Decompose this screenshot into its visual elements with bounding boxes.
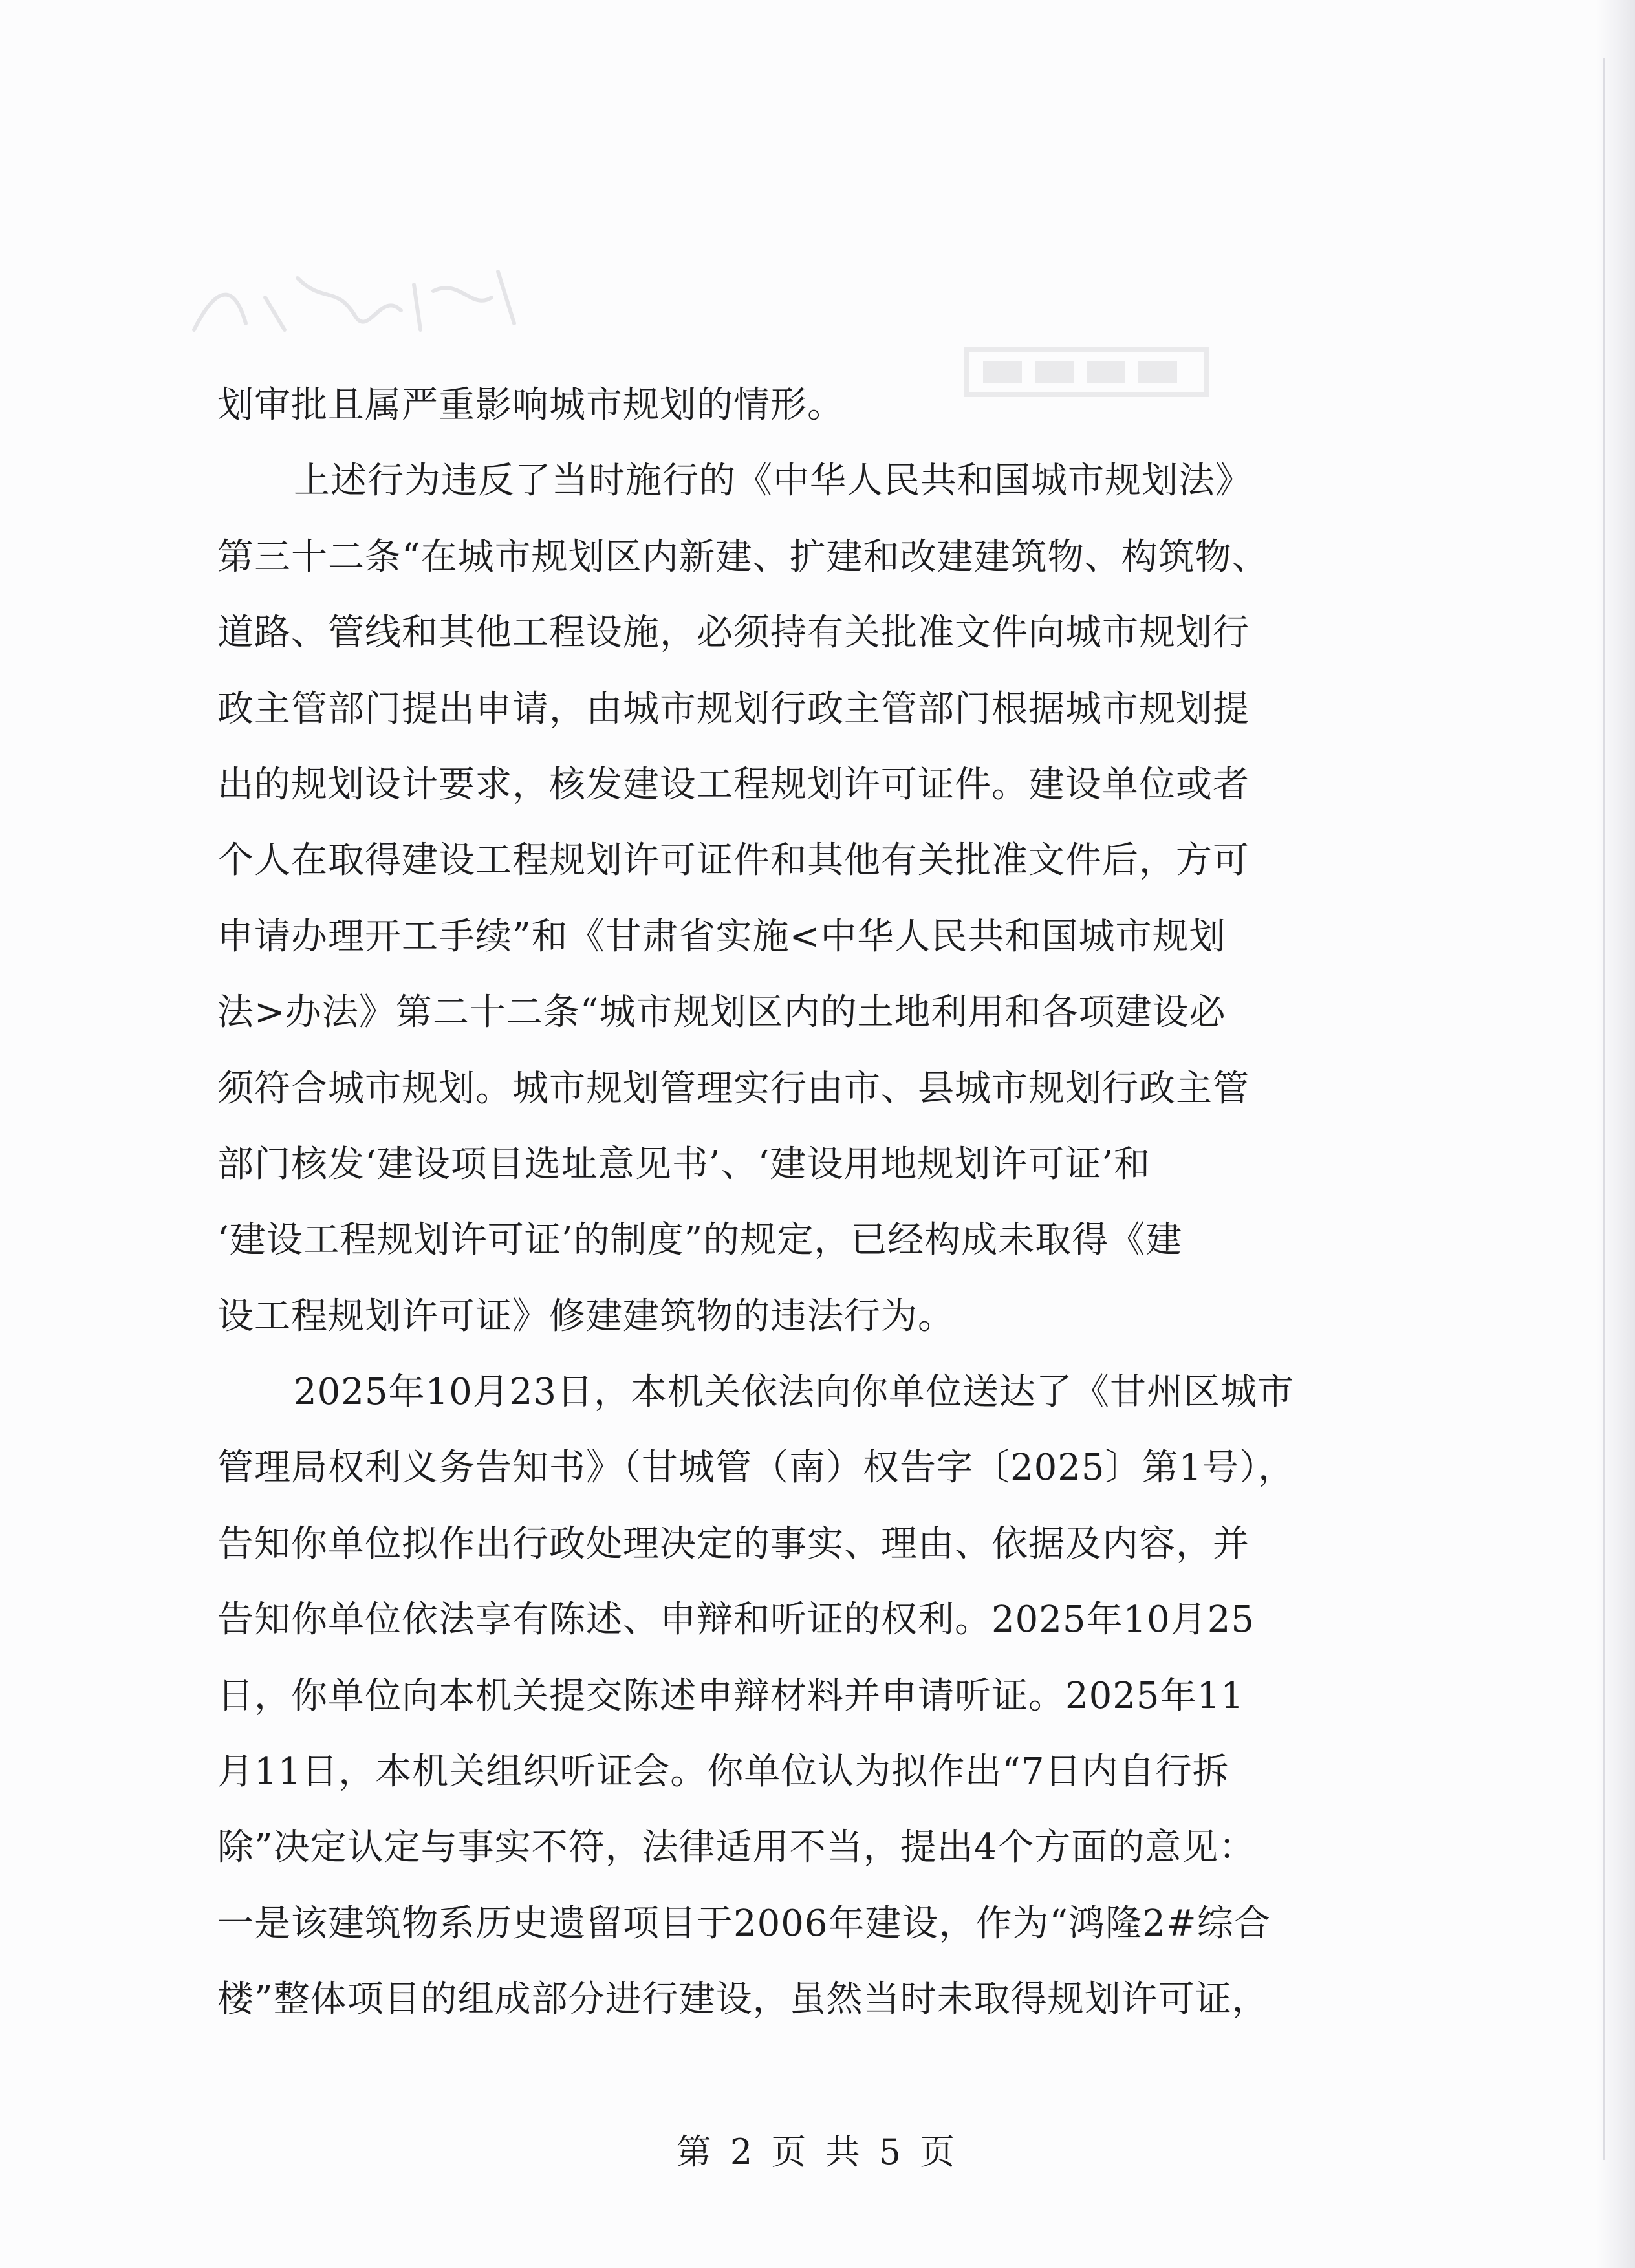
text-line: 日，你单位向本机关提交陈述申辩材料并申请听证。2025年11 xyxy=(217,1674,1244,1717)
faint-handwriting-mark xyxy=(188,252,524,349)
text-line: 第三十二条“在城市规划区内新建、扩建和改建建筑物、构筑物、 xyxy=(217,535,1269,578)
text-line: 除”决定认定与事实不符，法律适用不当，提出4个方面的意见： xyxy=(217,1826,1256,1869)
text-line: 楼”整体项目的组成部分进行建设，虽然当时未取得规划许可证， xyxy=(217,1978,1269,2021)
text-line: 2025年10月23日，本机关依法向你单位送达了《甘州区城市 xyxy=(294,1371,1295,1414)
text-line: 道路、管线和其他工程设施，必须持有关批准文件向城市规划行 xyxy=(217,612,1250,654)
text-line: 法>办法》第二十二条“城市规划区内的土地利用和各项建设必 xyxy=(217,991,1226,1034)
text-line: 申请办理开工手续”和《甘肃省实施<中华人民共和国城市规划 xyxy=(217,915,1226,958)
text-line: 个人在取得建设工程规划许可证件和其他有关批准文件后，方可 xyxy=(217,839,1250,882)
text-line: 管理局权利义务告知书》（甘城管（南）权告字〔2025〕第1号）， xyxy=(217,1447,1295,1489)
text-line: 须符合城市规划。城市规划管理实行由市、县城市规划行政主管 xyxy=(217,1067,1250,1110)
text-line: 划审批且属严重影响城市规划的情形。 xyxy=(217,384,844,426)
text-line: 出的规划设计要求，核发建设工程规划许可证件。建设单位或者 xyxy=(217,763,1250,806)
document-body xyxy=(217,367,1407,2038)
text-line: 部门核发‘建设项目选址意见书’、‘建设用地规划许可证’和 xyxy=(217,1143,1151,1185)
text-line: 政主管部门提出申请，由城市规划行政主管部门根据城市规划提 xyxy=(217,687,1250,730)
page-number: 第 2 页 共 5 页 xyxy=(676,2132,959,2172)
scan-edge xyxy=(1596,0,1635,2268)
text-line: 告知你单位依法享有陈述、申辩和听证的权利。2025年10月25 xyxy=(217,1599,1255,1641)
text-line: 设工程规划许可证》修建建筑物的违法行为。 xyxy=(217,1295,955,1337)
scan-shadow-line xyxy=(1603,58,1605,2160)
text-line: 一是该建筑物系历史遗留项目于2006年建设，作为“鸿隆2#综合 xyxy=(217,1902,1271,1945)
text-line: 告知你单位拟作出行政处理决定的事实、理由、依据及内容，并 xyxy=(217,1522,1250,1565)
text-line: ‘建设工程规划许可证’的制度”的规定，已经构成未取得《建 xyxy=(217,1219,1183,1262)
text-line: 上述行为违反了当时施行的《中华人民共和国城市规划法》 xyxy=(294,460,1252,502)
text-line: 月11日，本机关组织听证会。你单位认为拟作出“7日内自行拆 xyxy=(217,1751,1229,1793)
